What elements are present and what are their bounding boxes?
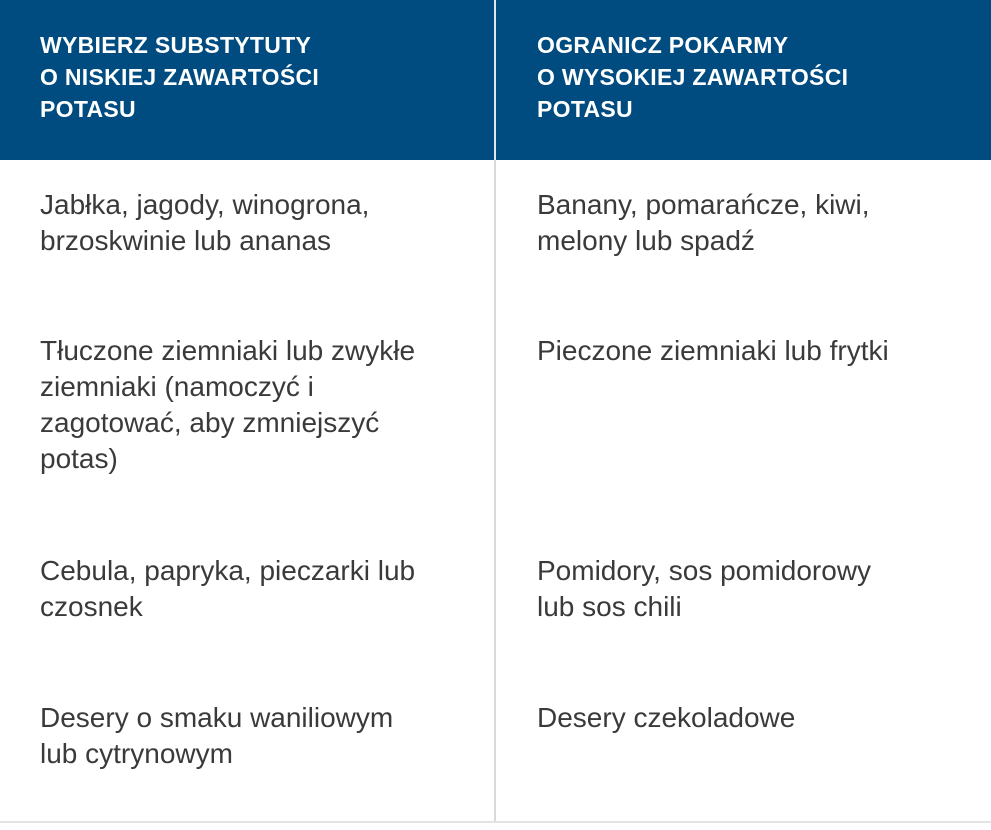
header-column-divider	[494, 0, 496, 160]
table-bottom-border	[0, 821, 991, 823]
row-3-high-potassium: Pomidory, sos pomidorowy lub sos chili	[537, 555, 872, 622]
header-high-potassium: OGRANICZ POKARMY O WYSOKIEJ ZAWARTOŚCI POTASU	[537, 32, 849, 122]
row-1-high-potassium: Banany, pomarańcze, kiwi, melony lub spadź	[537, 189, 870, 256]
row-4-low-potassium: Desery o smaku waniliowym lub cytrynowym	[40, 702, 394, 769]
row-2-low-potassium: Tłuczone ziemniaki lub zwykłe ziemniaki (namoczyć i zagotować, aby zmniejszyć potas)	[40, 335, 416, 474]
row-1-low-potassium: Jabłka, jagody, winogrona, brzoskwinie lub ananas	[40, 189, 370, 256]
header-low-potassium: WYBIERZ SUBSTYTUTY O NISKIEJ ZAWARTOŚCI POTASU	[40, 32, 320, 122]
row-4-high-potassium: Desery czekoladowe	[537, 702, 796, 733]
row-2-high-potassium: Pieczone ziemniaki lub frytki	[537, 335, 889, 366]
row-3-low-potassium: Cebula, papryka, pieczarki lub czosnek	[40, 555, 416, 622]
